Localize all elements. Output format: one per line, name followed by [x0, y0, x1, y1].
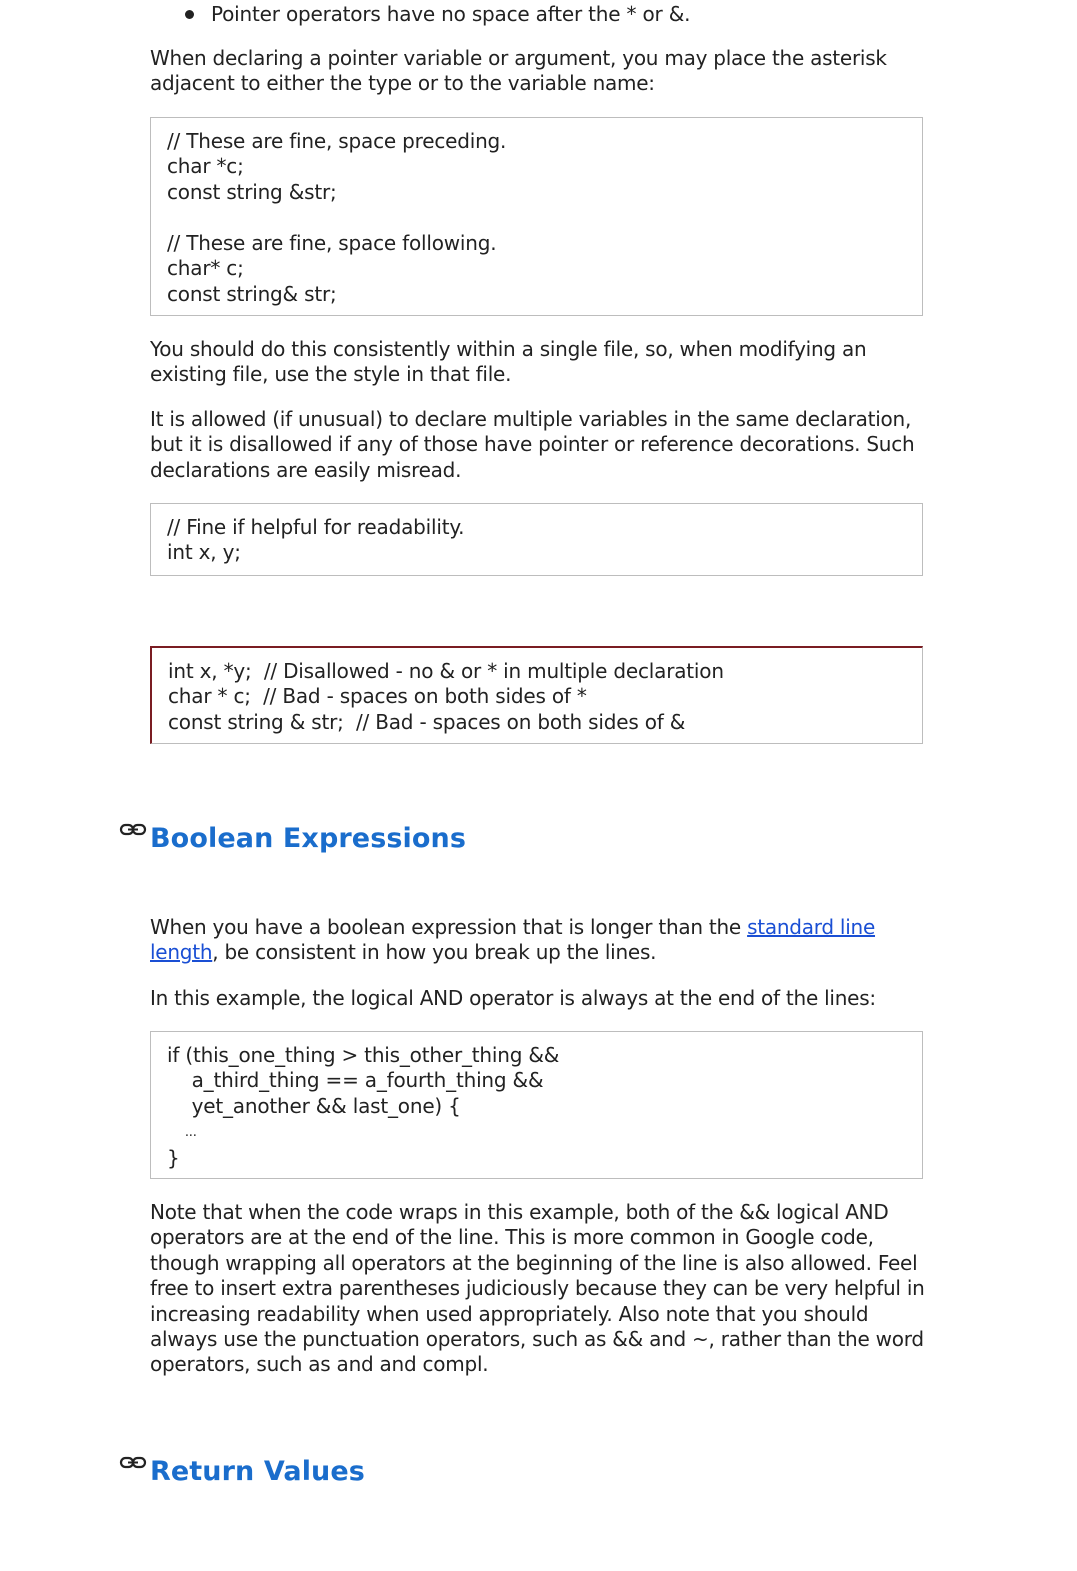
text-span: , be consistent in how you break up the lines.: [212, 940, 657, 965]
bullet-dot: [185, 10, 194, 19]
link-icon[interactable]: [119, 1455, 147, 1471]
code-line: char * c; // Bad - spaces on both sides of *: [168, 684, 587, 708]
code-line: // Fine if helpful for readability.: [167, 515, 465, 539]
code-line: a_third_thing == a_fourth_thing &&: [167, 1068, 544, 1092]
code-line: yet_another && last_one) {: [167, 1094, 461, 1118]
code-line: // These are fine, space following.: [167, 231, 497, 255]
code-line: // These are fine, space preceding.: [167, 129, 507, 153]
paragraph-declaring: When declaring a pointer variable or argument, you may place the asterisk adjacent to either the type or to the variable name:: [150, 46, 887, 96]
paragraph-multiple-declarations: It is allowed (if unusual) to declare multiple variables in the same declaration, but it is disallowed if any of those have pointer or reference decorations. Such declarations are easily misread.: [150, 407, 915, 482]
code-block-multi-fine: [150, 503, 923, 576]
code-block-pointer-fine: [150, 117, 923, 316]
paragraph-consistency: You should do this consistently within a single file, so, when modifying an existing file, use the style in that file.: [150, 337, 867, 387]
bullet-item: [190, 2, 690, 27]
paragraph-boolean-note: Note that when the code wraps in this example, both of the && logical AND operators are at the end of the line. This is more common in Google code, though wrapping all operators at the beginning of the line is also allowed. Feel free to insert extra parentheses judiciously because they can be very helpful in increasing readability when used appropriately. Also note that you should always use the punctuation operators, such as && and ~, rather than the word operators, such as and and compl.: [150, 1200, 925, 1377]
link-icon[interactable]: [119, 822, 147, 838]
code-line: const string & str; // Bad - spaces on both sides of &: [168, 710, 686, 734]
standard-line-length-link-continued[interactable]: length: [150, 940, 213, 965]
paragraph-boolean-example: In this example, the logical AND operator is always at the end of the lines:: [150, 986, 876, 1010]
code-line: const string& str;: [167, 282, 337, 306]
paragraph-boolean-intro: [150, 915, 930, 966]
code-block-boolean: [150, 1031, 923, 1179]
code-line: ...: [177, 1125, 197, 1140]
code-line: char* c;: [167, 256, 244, 280]
standard-line-length-link[interactable]: standard line: [747, 915, 876, 939]
bullet-text: Pointer operators have no space after the * or &.: [211, 2, 691, 26]
section-heading-boolean-expressions: Boolean Expressions: [150, 823, 467, 854]
section-heading-return-values: Return Values: [150, 1456, 365, 1487]
code-line: int x, y;: [167, 540, 241, 564]
code-block-bad-example: [150, 646, 923, 744]
text-span: When you have a boolean expression that is longer than the: [150, 915, 748, 939]
code-line: }: [167, 1146, 180, 1170]
code-line: int x, *y; // Disallowed - no & or * in multiple declaration: [168, 659, 724, 683]
code-line: const string &str;: [167, 180, 337, 204]
code-line: if (this_one_thing > this_other_thing &&: [167, 1043, 560, 1067]
code-line: char *c;: [167, 154, 244, 178]
